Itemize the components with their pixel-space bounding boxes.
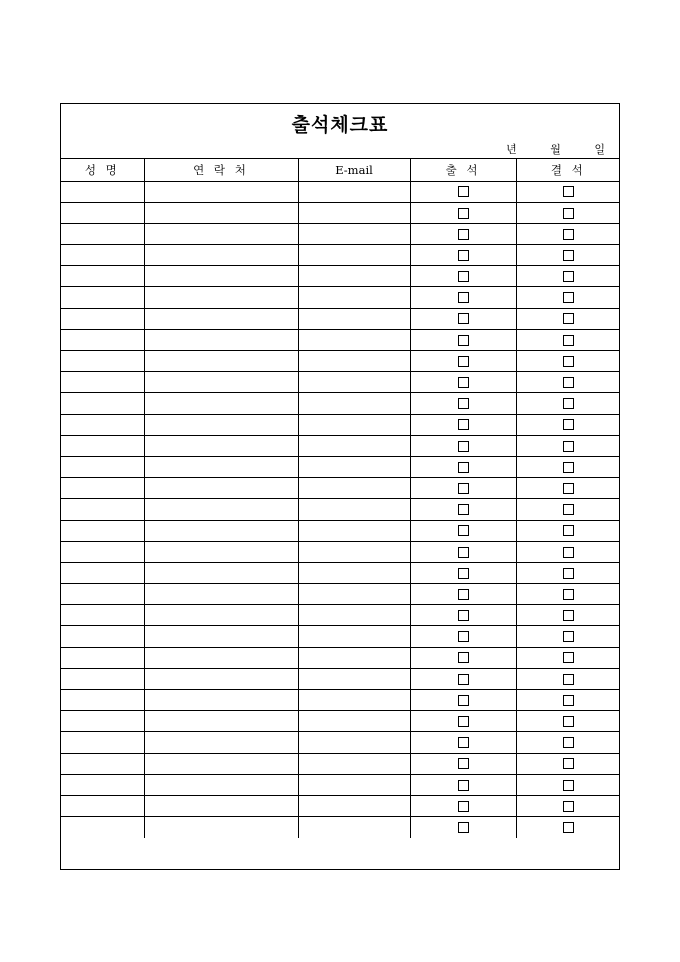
name-cell[interactable] xyxy=(61,605,144,626)
name-cell[interactable] xyxy=(61,478,144,499)
table-row xyxy=(61,287,620,308)
date-day-label: 일 xyxy=(594,143,605,156)
table-row xyxy=(61,393,620,414)
absent-checkbox[interactable] xyxy=(563,695,574,706)
absent-checkbox[interactable] xyxy=(563,631,574,642)
absent-checkbox[interactable] xyxy=(563,313,574,324)
contact-cell[interactable] xyxy=(144,647,298,668)
email-cell[interactable] xyxy=(298,287,410,308)
email-cell[interactable] xyxy=(298,329,410,350)
name-cell[interactable] xyxy=(61,584,144,605)
present-cell xyxy=(410,626,516,647)
table-row xyxy=(61,795,620,816)
name-cell[interactable] xyxy=(61,499,144,520)
table-row xyxy=(61,329,620,350)
email-cell[interactable] xyxy=(298,711,410,732)
present-checkbox[interactable] xyxy=(458,610,469,621)
absent-cell xyxy=(516,541,620,562)
absent-checkbox[interactable] xyxy=(563,419,574,430)
table-row xyxy=(61,711,620,732)
present-checkbox[interactable] xyxy=(458,758,469,769)
absent-checkbox[interactable] xyxy=(563,377,574,388)
present-checkbox[interactable] xyxy=(458,250,469,261)
present-cell xyxy=(410,499,516,520)
email-cell[interactable] xyxy=(298,499,410,520)
present-checkbox[interactable] xyxy=(458,568,469,579)
contact-cell[interactable] xyxy=(144,817,298,838)
name-cell[interactable] xyxy=(61,456,144,477)
absent-cell xyxy=(516,774,620,795)
name-cell[interactable] xyxy=(61,372,144,393)
name-cell[interactable] xyxy=(61,245,144,266)
contact-cell[interactable] xyxy=(144,266,298,287)
absent-cell xyxy=(516,520,620,541)
present-checkbox[interactable] xyxy=(458,419,469,430)
table-row xyxy=(61,181,620,202)
present-cell xyxy=(410,753,516,774)
email-cell[interactable] xyxy=(298,456,410,477)
present-cell xyxy=(410,266,516,287)
present-cell xyxy=(410,562,516,583)
absent-checkbox[interactable] xyxy=(563,398,574,409)
present-cell xyxy=(410,329,516,350)
email-cell[interactable] xyxy=(298,414,410,435)
present-checkbox[interactable] xyxy=(458,377,469,388)
present-checkbox[interactable] xyxy=(458,483,469,494)
present-cell xyxy=(410,520,516,541)
contact-cell[interactable] xyxy=(144,202,298,223)
absent-cell xyxy=(516,266,620,287)
table-row xyxy=(61,266,620,287)
contact-cell[interactable] xyxy=(144,372,298,393)
email-cell[interactable] xyxy=(298,795,410,816)
date-month-label: 월 xyxy=(550,143,561,156)
present-cell xyxy=(410,647,516,668)
email-cell[interactable] xyxy=(298,605,410,626)
table-row xyxy=(61,223,620,244)
absent-checkbox[interactable] xyxy=(563,758,574,769)
col-header-absent: 결 석 xyxy=(516,159,620,181)
absent-cell xyxy=(516,202,620,223)
table-row xyxy=(61,626,620,647)
col-header-email: E-mail xyxy=(298,159,410,181)
absent-cell xyxy=(516,647,620,668)
table-row xyxy=(61,690,620,711)
absent-checkbox[interactable] xyxy=(563,822,574,833)
email-cell[interactable] xyxy=(298,732,410,753)
present-cell xyxy=(410,202,516,223)
present-checkbox[interactable] xyxy=(458,462,469,473)
absent-cell xyxy=(516,181,620,202)
table-row xyxy=(61,584,620,605)
contact-cell[interactable] xyxy=(144,605,298,626)
name-cell[interactable] xyxy=(61,753,144,774)
present-cell xyxy=(410,690,516,711)
present-cell xyxy=(410,774,516,795)
contact-cell[interactable] xyxy=(144,287,298,308)
present-checkbox[interactable] xyxy=(458,335,469,346)
absent-cell xyxy=(516,499,620,520)
table-row xyxy=(61,647,620,668)
table-row xyxy=(61,753,620,774)
absent-cell xyxy=(516,329,620,350)
table-row xyxy=(61,351,620,372)
table-row xyxy=(61,414,620,435)
email-cell[interactable] xyxy=(298,393,410,414)
table-row xyxy=(61,817,620,838)
col-header-present: 출 석 xyxy=(410,159,516,181)
absent-cell xyxy=(516,478,620,499)
email-cell[interactable] xyxy=(298,647,410,668)
contact-cell[interactable] xyxy=(144,795,298,816)
present-checkbox[interactable] xyxy=(458,822,469,833)
present-checkbox[interactable] xyxy=(458,631,469,642)
name-cell[interactable] xyxy=(61,690,144,711)
name-cell[interactable] xyxy=(61,520,144,541)
present-cell xyxy=(410,584,516,605)
contact-cell[interactable] xyxy=(144,478,298,499)
absent-checkbox[interactable] xyxy=(563,504,574,515)
email-cell[interactable] xyxy=(298,520,410,541)
absent-checkbox[interactable] xyxy=(563,271,574,282)
absent-checkbox[interactable] xyxy=(563,589,574,600)
email-cell[interactable] xyxy=(298,308,410,329)
present-checkbox[interactable] xyxy=(458,441,469,452)
present-cell xyxy=(410,393,516,414)
absent-cell xyxy=(516,223,620,244)
name-cell[interactable] xyxy=(61,732,144,753)
contact-cell[interactable] xyxy=(144,456,298,477)
present-checkbox[interactable] xyxy=(458,716,469,727)
absent-checkbox[interactable] xyxy=(563,292,574,303)
present-checkbox[interactable] xyxy=(458,208,469,219)
present-checkbox[interactable] xyxy=(458,271,469,282)
present-cell xyxy=(410,372,516,393)
present-cell xyxy=(410,245,516,266)
email-cell[interactable] xyxy=(298,690,410,711)
absent-cell xyxy=(516,372,620,393)
present-checkbox[interactable] xyxy=(458,780,469,791)
table-row xyxy=(61,774,620,795)
name-cell[interactable] xyxy=(61,541,144,562)
present-checkbox[interactable] xyxy=(458,504,469,515)
contact-cell[interactable] xyxy=(144,732,298,753)
email-cell[interactable] xyxy=(298,626,410,647)
present-cell xyxy=(410,732,516,753)
absent-cell xyxy=(516,753,620,774)
absent-cell xyxy=(516,393,620,414)
email-cell[interactable] xyxy=(298,753,410,774)
absent-cell xyxy=(516,308,620,329)
name-cell[interactable] xyxy=(61,181,144,202)
name-cell[interactable] xyxy=(61,711,144,732)
absent-cell xyxy=(516,605,620,626)
contact-cell[interactable] xyxy=(144,668,298,689)
present-checkbox[interactable] xyxy=(458,695,469,706)
table-row xyxy=(61,541,620,562)
absent-cell xyxy=(516,626,620,647)
name-cell[interactable] xyxy=(61,414,144,435)
absent-checkbox[interactable] xyxy=(563,356,574,367)
present-cell xyxy=(410,605,516,626)
present-checkbox[interactable] xyxy=(458,313,469,324)
table-row xyxy=(61,435,620,456)
absent-checkbox[interactable] xyxy=(563,674,574,685)
absent-cell xyxy=(516,351,620,372)
contact-cell[interactable] xyxy=(144,711,298,732)
absent-cell xyxy=(516,414,620,435)
table-row xyxy=(61,562,620,583)
contact-cell[interactable] xyxy=(144,541,298,562)
present-cell xyxy=(410,668,516,689)
attendance-sheet xyxy=(60,103,620,870)
contact-cell[interactable] xyxy=(144,584,298,605)
present-cell xyxy=(410,478,516,499)
email-cell[interactable] xyxy=(298,223,410,244)
email-cell[interactable] xyxy=(298,351,410,372)
present-cell xyxy=(410,351,516,372)
contact-cell[interactable] xyxy=(144,245,298,266)
absent-cell xyxy=(516,435,620,456)
present-checkbox[interactable] xyxy=(458,525,469,536)
table-row xyxy=(61,372,620,393)
name-cell[interactable] xyxy=(61,817,144,838)
absent-checkbox[interactable] xyxy=(563,208,574,219)
absent-cell xyxy=(516,668,620,689)
table-row xyxy=(61,605,620,626)
absent-checkbox[interactable] xyxy=(563,250,574,261)
table-row xyxy=(61,732,620,753)
name-cell[interactable] xyxy=(61,308,144,329)
absent-cell xyxy=(516,456,620,477)
name-cell[interactable] xyxy=(61,647,144,668)
present-cell xyxy=(410,223,516,244)
email-cell[interactable] xyxy=(298,435,410,456)
present-checkbox[interactable] xyxy=(458,356,469,367)
contact-cell[interactable] xyxy=(144,181,298,202)
contact-cell[interactable] xyxy=(144,499,298,520)
present-checkbox[interactable] xyxy=(458,737,469,748)
contact-cell[interactable] xyxy=(144,308,298,329)
table-row xyxy=(61,202,620,223)
email-cell[interactable] xyxy=(298,541,410,562)
email-cell[interactable] xyxy=(298,245,410,266)
header-row xyxy=(61,159,620,181)
name-cell[interactable] xyxy=(61,562,144,583)
absent-checkbox[interactable] xyxy=(563,737,574,748)
name-cell[interactable] xyxy=(61,774,144,795)
absent-checkbox[interactable] xyxy=(563,462,574,473)
present-cell xyxy=(410,308,516,329)
absent-cell xyxy=(516,584,620,605)
name-cell[interactable] xyxy=(61,287,144,308)
absent-checkbox[interactable] xyxy=(563,483,574,494)
absent-cell xyxy=(516,690,620,711)
contact-cell[interactable] xyxy=(144,414,298,435)
col-header-contact: 연 락 처 xyxy=(144,159,298,181)
col-header-name: 성 명 xyxy=(61,159,144,181)
absent-cell xyxy=(516,711,620,732)
present-checkbox[interactable] xyxy=(458,652,469,663)
absent-cell xyxy=(516,287,620,308)
absent-cell xyxy=(516,245,620,266)
email-cell[interactable] xyxy=(298,584,410,605)
absent-checkbox[interactable] xyxy=(563,525,574,536)
present-cell xyxy=(410,181,516,202)
contact-cell[interactable] xyxy=(144,393,298,414)
name-cell[interactable] xyxy=(61,795,144,816)
absent-checkbox[interactable] xyxy=(563,186,574,197)
present-checkbox[interactable] xyxy=(458,674,469,685)
present-checkbox[interactable] xyxy=(458,398,469,409)
email-cell[interactable] xyxy=(298,372,410,393)
contact-cell[interactable] xyxy=(144,753,298,774)
table-row xyxy=(61,308,620,329)
absent-checkbox[interactable] xyxy=(563,610,574,621)
table-row xyxy=(61,668,620,689)
absent-cell xyxy=(516,562,620,583)
present-cell xyxy=(410,414,516,435)
name-cell[interactable] xyxy=(61,351,144,372)
absent-checkbox[interactable] xyxy=(563,547,574,558)
name-cell[interactable] xyxy=(61,393,144,414)
present-checkbox[interactable] xyxy=(458,589,469,600)
contact-cell[interactable] xyxy=(144,329,298,350)
email-cell[interactable] xyxy=(298,202,410,223)
date-year-label: 년 xyxy=(506,143,517,156)
email-cell[interactable] xyxy=(298,817,410,838)
email-cell[interactable] xyxy=(298,478,410,499)
present-cell xyxy=(410,435,516,456)
present-cell xyxy=(410,287,516,308)
attendance-table xyxy=(61,159,620,838)
contact-cell[interactable] xyxy=(144,223,298,244)
absent-checkbox[interactable] xyxy=(563,801,574,812)
absent-checkbox[interactable] xyxy=(563,716,574,727)
name-cell[interactable] xyxy=(61,266,144,287)
present-cell xyxy=(410,711,516,732)
present-checkbox[interactable] xyxy=(458,547,469,558)
absent-cell xyxy=(516,732,620,753)
contact-cell[interactable] xyxy=(144,626,298,647)
table-row xyxy=(61,456,620,477)
table-row xyxy=(61,499,620,520)
present-checkbox[interactable] xyxy=(458,292,469,303)
name-cell[interactable] xyxy=(61,626,144,647)
present-checkbox[interactable] xyxy=(458,229,469,240)
contact-cell[interactable] xyxy=(144,690,298,711)
absent-checkbox[interactable] xyxy=(563,441,574,452)
absent-cell xyxy=(516,817,620,838)
contact-cell[interactable] xyxy=(144,435,298,456)
title-area xyxy=(61,104,619,159)
table-row xyxy=(61,520,620,541)
present-checkbox[interactable] xyxy=(458,801,469,812)
contact-cell[interactable] xyxy=(144,351,298,372)
absent-cell xyxy=(516,795,620,816)
absent-checkbox[interactable] xyxy=(563,568,574,579)
email-cell[interactable] xyxy=(298,774,410,795)
contact-cell[interactable] xyxy=(144,562,298,583)
table-row xyxy=(61,478,620,499)
absent-checkbox[interactable] xyxy=(563,229,574,240)
name-cell[interactable] xyxy=(61,668,144,689)
email-cell[interactable] xyxy=(298,266,410,287)
present-cell xyxy=(410,795,516,816)
present-cell xyxy=(410,817,516,838)
page-title: 출석체크표 xyxy=(291,114,389,136)
absent-checkbox[interactable] xyxy=(563,335,574,346)
email-cell[interactable] xyxy=(298,668,410,689)
absent-checkbox[interactable] xyxy=(563,652,574,663)
name-cell[interactable] xyxy=(61,223,144,244)
table-row xyxy=(61,245,620,266)
contact-cell[interactable] xyxy=(144,774,298,795)
present-cell xyxy=(410,456,516,477)
absent-checkbox[interactable] xyxy=(563,780,574,791)
date-line xyxy=(506,141,605,157)
present-cell xyxy=(410,541,516,562)
contact-cell[interactable] xyxy=(144,520,298,541)
present-checkbox[interactable] xyxy=(458,186,469,197)
name-cell[interactable] xyxy=(61,329,144,350)
name-cell[interactable] xyxy=(61,435,144,456)
name-cell[interactable] xyxy=(61,202,144,223)
email-cell[interactable] xyxy=(298,181,410,202)
email-cell[interactable] xyxy=(298,562,410,583)
